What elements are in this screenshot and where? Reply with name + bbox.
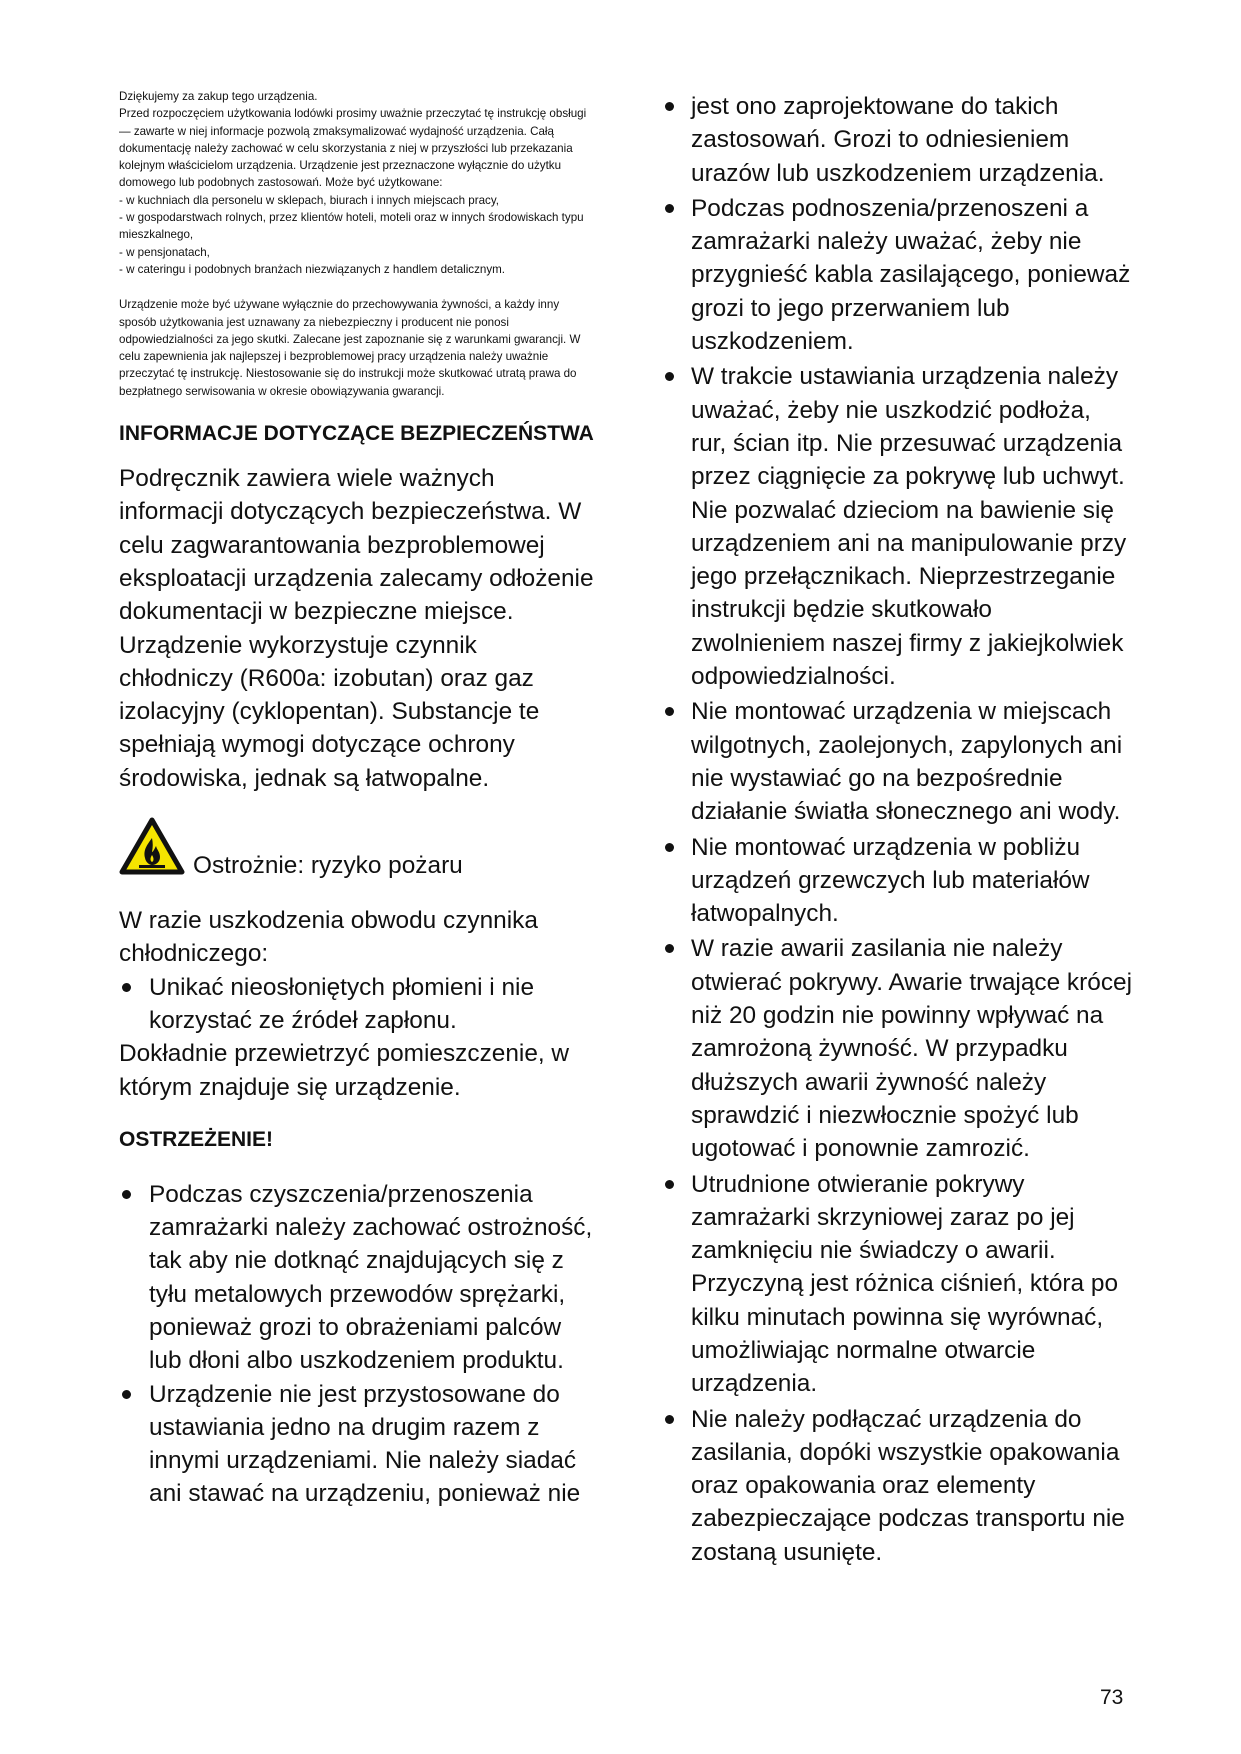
intro-line: Dziękujemy za zakup tego urządzenia.	[119, 90, 318, 103]
right-column	[662, 90, 1132, 1571]
list-item: Podczas podnoszenia/przenoszeni a zamrażarki należy uważać, żeby nie przygnieść kabla zasilającego, ponieważ grozi to jego przerwaniem lub uszkodzeniem.	[662, 192, 1132, 358]
intro-line: - w gospodarstwach rolnych, przez klientów hoteli, moteli oraz w innych środowiskach typu mieszkalnego,	[119, 211, 584, 242]
fire-warning-label: Ostrożnie: ryzyko pożaru	[193, 852, 463, 880]
intro-line: - w pensjonatach,	[119, 245, 210, 259]
list-item: Nie montować urządzenia w miejscach wilgotnych, zaolejonych, zapylonych ani nie wystawiać go na bezpośrednie działanie światła słonecznego ani wody.	[662, 695, 1132, 828]
safety-paragraph-1: Podręcznik zawiera wiele ważnych informacji dotyczących bezpieczeństwa. W celu zagwarantowania bezproblemowej eksploatacji urządzenia zalecamy odłożenie dokumentacji w bezpieczne miejsce.	[119, 465, 594, 626]
list-item: Nie należy podłączać urządzenia do zasilania, dopóki wszystkie opakowania oraz opakowania oraz elementy zabezpieczające podczas transportu nie zostaną usunięte.	[662, 1403, 1132, 1569]
list-item: jest ono zaprojektowane do takich zastosowań. Grozi to odniesieniem urazów lub uszkodzeniem urządzenia.	[662, 90, 1132, 190]
intro-paragraph-2: Urządzenie może być używane wyłącznie do przechowywania żywności, a każdy inny sposób użytkowania jest uznawany za niebezpieczny i producent nie ponosi odpowiedzialności za jego skutki. Zalecane jest zapoznanie się z warunkami gwarancji. W celu zapewnienia jak najlepszej i bezproblemowej pracy urządzenia należy uważnie przeczytać tę instrukcję. Niestosowanie się do instrukcji może skutkować utratą prawa do bezpłatnego serwisowania w okresie obowiązywania gwarancji.	[119, 298, 581, 398]
circuit-section	[119, 904, 597, 1104]
list-item: Podczas czyszczenia/przenoszenia zamrażarki należy zachować ostrożność, tak aby nie dotknąć znajdujących się z tyłu metalowych przewodów sprężarki, ponieważ grozi to obrażeniami palców lub dłoni albo uszkodzeniem produktu.	[119, 1178, 597, 1378]
safety-text	[119, 462, 597, 795]
circuit-text: W razie uszkodzenia obwodu czynnika chłodniczego:	[119, 907, 538, 968]
safety-paragraph-2: Urządzenie wykorzystuje czynnik chłodniczy (R600a: izobutan) oraz gaz izolacyjny (cyklopentan). Substancje te spełniają wymogi dotyczące ochrony środowiska, jednak są łatwopalne.	[119, 631, 540, 792]
list-item: Nie montować urządzenia w pobliżu urządzeń grzewczych lub materiałów łatwopalnych.	[662, 831, 1132, 931]
intro-line: - w cateringu i podobnych branżach niezwiązanych z handlem detalicznym.	[119, 262, 506, 276]
list-item: W trakcie ustawiania urządzenia należy uważać, żeby nie uszkodzić podłoża, rur, ścian itp. Nie przesuwać urządzenia przez ciągnięcie za pokrywę lub uchwyt. Nie pozwalać dzieciom na bawienie się urządzeniem ani na manipulowanie przy jego przełącznikach. Nieprzestrzeganie instrukcji będzie skutkowało zwolnieniem naszej firmy z jakiejkolwiek odpowiedzialności.	[662, 360, 1132, 693]
ventilate-text: Dokładnie przewietrzyć pomieszczenie, w którym znajduje się urządzenie.	[119, 1040, 570, 1101]
list-item: W razie awarii zasilania nie należy otwierać pokrywy. Awarie trwające krócej niż 20 godzin nie powinny wpływać na zamrożoną żywność. W przypadku dłuższych awarii żywność należy sprawdzić i niezwłocznie spożyć lub ugotować i ponownie zamrozić.	[662, 932, 1132, 1165]
warning-list-right	[662, 90, 1132, 1569]
fire-warning	[119, 817, 597, 880]
warning-heading: OSTRZEŻENIE!	[119, 1127, 274, 1151]
list-item: Urządzenie nie jest przystosowane do ustawiania jedno na drugim razem z innymi urządzeniami. Nie należy siadać ani stawać na urządzeniu, ponieważ nie	[119, 1378, 597, 1511]
fire-warning-icon	[119, 817, 185, 880]
page-number: 73	[1100, 1686, 1124, 1709]
safety-heading: INFORMACJE DOTYCZĄCE BEZPIECZEŃSTWA	[119, 422, 594, 446]
list-item: Unikać nieosłoniętych płomieni i nie korzystać ze źródeł zapłonu.	[119, 971, 597, 1038]
intro-line: Przed rozpoczęciem użytkowania lodówki prosimy uważnie przeczytać tę instrukcję obsługi — zawarte w niej informacje pozwolą zmaksymalizować wydajność urządzenia. Całą dokumentację należy zachować w celu skorzystania z niej w przyszłości lub przekazania kolejnym właścicielom urządzenia. Urządzenie jest przeznaczone wyłącznie do użytku domowego lub podobnych zastosowań. Może być użytkowane:	[119, 107, 587, 190]
warning-list-left	[119, 1178, 597, 1511]
left-column	[119, 88, 597, 1511]
intro-line: - w kuchniach dla personelu w sklepach, biurach i innych miejscach pracy,	[119, 193, 499, 207]
intro-block	[119, 88, 597, 400]
circuit-list	[119, 971, 597, 1038]
list-item: Utrudnione otwieranie pokrywy zamrażarki skrzyniowej zaraz po jej zamknięciu nie świadczy o awarii. Przyczyną jest różnica ciśnień, która po kilku minutach powinna się wyrównać, umożliwiając normalne otwarcie urządzenia.	[662, 1168, 1132, 1401]
